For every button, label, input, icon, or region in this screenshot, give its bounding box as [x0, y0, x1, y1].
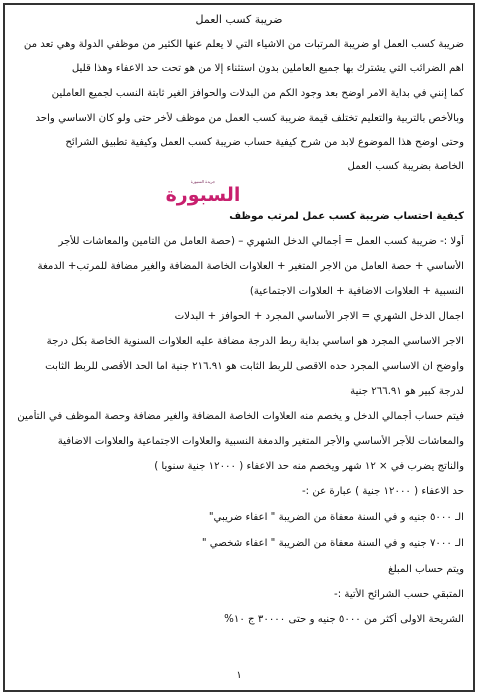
paragraph-line: ضريبة كسب العمل او ضريبة المرتبات من الاشياء التي لا يعلم عنها الكثير من موظفي الدولة وهي تعد من: [23, 39, 464, 50]
paragraph-line: أولا :- ضريبة كسب العمل = أجمالي الدخل الشهري – (حصة العامل من التامين والمعاشات للأجر: [58, 236, 464, 247]
paragraph-line: وحتى اوضح هذا الموضوع لابد من شرح كيفية حساب ضريبة كسب العمل وكيفية تطبيق الشرائح: [65, 137, 464, 148]
paragraph-line: والمعاشات للأجر الأساسي والأجر المتغير والدمغة النسبية والعلاوات الاجتماعية والعلاوات الاضافية: [57, 436, 464, 447]
paragraph-line: الاجر الاساسي المجرد هو اساسي بداية ربط الدرجة مضافة عليه العلاوات السنوية الخاصة بكل درجة: [46, 336, 464, 347]
logo-tagline: جريدة السبورة: [190, 179, 216, 184]
paragraph-line: اجمال الدخل الشهري = الاجر الأساسي المجرد + الحوافز + البدلات: [174, 311, 464, 322]
paragraph-line: لدرجة كبير هو ٢٦٦.٩١ جنية: [350, 386, 464, 397]
logo-name: السبورة: [165, 184, 241, 206]
paragraph-line: الشريحة الاولى أكثر من ٥٠٠٠ جنيه و حتى ٣٠٠٠٠ ج ١٠%: [224, 614, 464, 625]
newspaper-logo: [165, 179, 241, 207]
paragraph-line: المتبقي حسب الشرائح الأتية :-: [334, 589, 464, 600]
paragraph-line: واوضح ان الاساسي المجرد حده الاقصى للربط الثابت هو ٢١٦.٩١ جنية اما الحد الأقصى للربط الثابت: [45, 361, 464, 372]
list-item: الـ ٧٠٠٠ جنيه و في السنة معفاة من الضريبة " اعفاء شخصي ": [201, 538, 464, 549]
document-title: ضريبة كسب العمل: [195, 13, 283, 26]
document-page: [3, 3, 475, 692]
paragraph-line: فيتم حساب أجمالي الدخل و يخصم منه العلاوات الخاصة المضافة والغير مضافة وحصة الموظف في التأمين: [17, 411, 464, 422]
paragraph-line: والناتج يضرب في × ١٢ شهر ويخصم منه حد الاعفاء ( ١٢٠٠٠ جنية سنويا ): [154, 461, 464, 472]
paragraph-line: حد الاعفاء ( ١٢٠٠٠ جنية ) عبارة عن :-: [302, 486, 464, 497]
paragraph-line: كما إنني في بداية الامر اوضح بعد وجود الكم من البدلات والحوافز الغير ثابتة النسب لجميع العاملين: [51, 88, 464, 99]
list-item: الـ ٥٠٠٠ جنيه و في السنة معفاة من الضريبة " اعفاء ضريبي": [208, 512, 464, 523]
paragraph-line: النسبية + العلاوات الاضافية + العلاوات الاجتماعية): [249, 286, 464, 297]
paragraph-line: اهم الضرائب التي يشترك بها جميع العاملين بدون استثناء إلا من هو تحت حد الاعفاء وهذا قليل: [71, 63, 464, 74]
paragraph-line: ويتم حساب المبلغ: [388, 564, 464, 575]
section-heading: كيفية احتساب ضريبة كسب عمل لمرتب موظف: [229, 211, 464, 222]
paragraph-line: الأساسي + حصة العامل من الاجر المتغير + العلاوات الخاصة المضافة والغير مضافة للمرتب+ الدمغة: [37, 261, 464, 272]
paragraph-line: وبالأخص بالتربية والتعليم تختلف قيمة ضريبة كسب العمل من موظف لأخر حتى ولو كان الاساسي واحد: [35, 113, 464, 124]
page-number: ١: [236, 670, 242, 681]
paragraph-line: الخاصة بضريبة كسب العمل: [347, 161, 464, 172]
